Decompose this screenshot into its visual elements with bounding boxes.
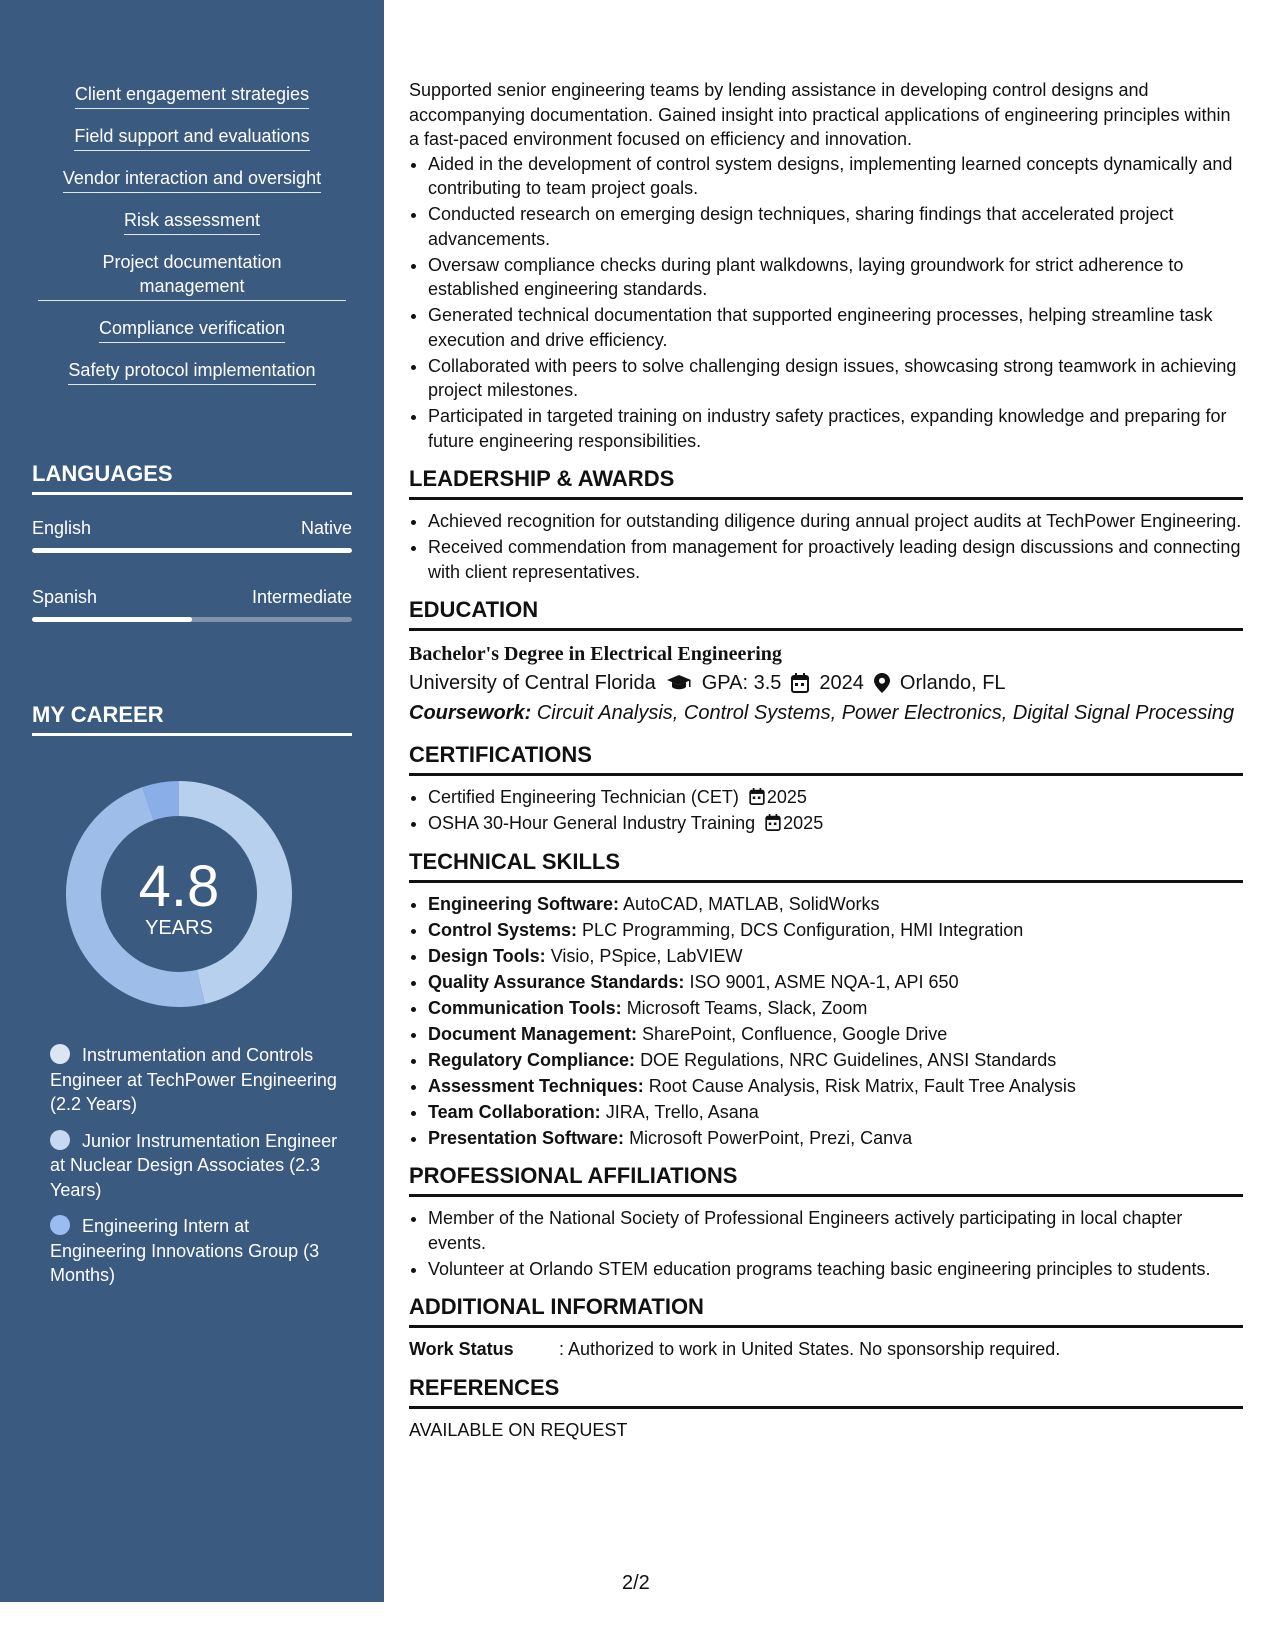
affiliation-item: • Member of the National Society of Professional Engineers actively participating in local chapter events. xyxy=(428,1206,1243,1255)
skill-item: Safety protocol implementation xyxy=(38,358,346,385)
leadership-list xyxy=(409,509,1243,584)
location-pin-icon xyxy=(874,673,890,693)
experience-bullet: • Participated in targeted training on industry safety practices, expanding knowledge and preparing for future engineering responsibilities. xyxy=(428,404,1243,453)
work-status xyxy=(409,1337,1243,1362)
graduation-cap-icon xyxy=(666,674,692,692)
calendar-icon xyxy=(765,814,781,831)
technical-skill-item: • Communication Tools: Microsoft Teams, Slack, Zoom xyxy=(428,996,1243,1021)
technical-skills-heading: TECHNICAL SKILLS xyxy=(409,848,1243,883)
technical-skill-item: • Assessment Techniques: Root Cause Analysis, Risk Matrix, Fault Tree Analysis xyxy=(428,1074,1243,1099)
technical-skill-item: • Design Tools: Visio, PSpice, LabVIEW xyxy=(428,944,1243,969)
language-bar-fill xyxy=(32,548,352,553)
sidebar xyxy=(0,0,384,1602)
technical-skill-item: • Presentation Software: Microsoft PowerPoint, Prezi, Canva xyxy=(428,1126,1243,1151)
language-level: Native xyxy=(300,518,352,538)
skill-item: Field support and evaluations xyxy=(38,124,346,151)
skills-list xyxy=(38,82,346,400)
certifications-list xyxy=(409,785,1243,836)
gpa: GPA: 3.5 xyxy=(701,672,782,694)
leadership-item: • Achieved recognition for outstanding diligence during annual project audits at TechPower Engineering. xyxy=(428,509,1243,534)
calendar-icon xyxy=(749,788,765,805)
graduation-year: 2024 xyxy=(819,672,864,694)
language-spanish xyxy=(32,587,352,622)
career-dot-icon xyxy=(50,1215,70,1235)
career-total-number: 4.8 xyxy=(138,854,220,919)
career-item: Instrumentation and Controls Engineer at TechPower Engineering (2.2 Years) xyxy=(50,1045,337,1114)
language-name: English xyxy=(32,518,92,538)
language-level: Intermediate xyxy=(251,587,352,607)
career-dot-icon xyxy=(50,1044,70,1064)
coursework: Coursework: Circuit Analysis, Control Systems, Power Electronics, Digital Signal Processing xyxy=(409,702,1235,724)
language-bar xyxy=(32,548,352,553)
references-value: AVAILABLE ON REQUEST xyxy=(409,1419,628,1440)
leadership-item: • Received commendation from management for proactively leading design discussions and connecting with client representatives. xyxy=(428,535,1243,584)
certification-item: • OSHA 30-Hour General Industry Training 2025 xyxy=(428,811,1243,836)
leadership-heading: LEADERSHIP & AWARDS xyxy=(409,465,1243,500)
career-dot-icon xyxy=(50,1130,70,1150)
work-status-value: : Authorized to work in United States. No sponsorship required. xyxy=(559,1339,1061,1359)
technical-skill-item: • Regulatory Compliance: DOE Regulations, NRC Guidelines, ANSI Standards xyxy=(428,1048,1243,1073)
experience-bullet: • Aided in the development of control system designs, implementing learned concepts dynamically and contributing to team project goals. xyxy=(428,152,1243,201)
career-total-unit: YEARS xyxy=(145,917,213,939)
skill-item: Client engagement strategies xyxy=(38,82,346,109)
work-status-label: Work Status xyxy=(409,1339,514,1359)
language-name: Spanish xyxy=(32,587,98,607)
main-content xyxy=(409,78,1243,1442)
education-details xyxy=(409,668,1243,698)
experience-bullet: • Oversaw compliance checks during plant walkdowns, laying groundwork for strict adherence to established engineering standards. xyxy=(428,253,1243,302)
references-heading: REFERENCES xyxy=(409,1374,1243,1409)
skill-item: Project documentation management xyxy=(38,250,346,301)
degree-title: Bachelor's Degree in Electrical Engineering xyxy=(409,643,782,665)
experience-bullet: • Generated technical documentation that supported engineering processes, helping streamline task execution and drive efficiency. xyxy=(428,303,1243,352)
language-bar-fill xyxy=(32,617,192,622)
school-name: University of Central Florida xyxy=(409,672,656,694)
technical-skill-item: • Engineering Software: AutoCAD, MATLAB, SolidWorks xyxy=(428,892,1243,917)
skill-item: Risk assessment xyxy=(38,208,346,235)
experience-bullet: • Collaborated with peers to solve challenging design issues, showcasing strong teamwork in achieving project milestones. xyxy=(428,354,1243,403)
affiliation-item: • Volunteer at Orlando STEM education programs teaching basic engineering principles to students. xyxy=(428,1257,1243,1282)
language-bar xyxy=(32,617,352,622)
experience-summary: Supported senior engineering teams by lending assistance in developing control designs and accompanying documentation. Gained insight into practical applications of engineering principles within a fast-paced environment focused on efficiency and innovation. xyxy=(409,80,1231,149)
skill-item: Vendor interaction and oversight xyxy=(38,166,346,193)
affiliations-list xyxy=(409,1206,1243,1281)
career-list xyxy=(50,1043,340,1300)
career-item: Engineering Intern at Engineering Innovations Group (3 Months) xyxy=(50,1216,320,1285)
page-number: 2/2 xyxy=(622,1572,650,1594)
certification-item: • Certified Engineering Technician (CET) 2025 xyxy=(428,785,1243,810)
calendar-icon xyxy=(791,673,809,693)
skill-item: Compliance verification xyxy=(38,316,346,343)
languages-heading: LANGUAGES xyxy=(32,461,352,495)
technical-skill-item: • Team Collaboration: JIRA, Trello, Asana xyxy=(428,1100,1243,1125)
technical-skill-item: • Control Systems: PLC Programming, DCS Configuration, HMI Integration xyxy=(428,918,1243,943)
language-english xyxy=(32,518,352,553)
school-location: Orlando, FL xyxy=(899,672,1006,694)
career-heading: MY CAREER xyxy=(32,702,352,736)
education-heading: EDUCATION xyxy=(409,596,1243,631)
additional-info-heading: ADDITIONAL INFORMATION xyxy=(409,1293,1243,1328)
experience-bullet: • Conducted research on emerging design techniques, sharing findings that accelerated project advancements. xyxy=(428,202,1243,251)
certifications-heading: CERTIFICATIONS xyxy=(409,741,1243,776)
affiliations-heading: PROFESSIONAL AFFILIATIONS xyxy=(409,1162,1243,1197)
experience-bullets xyxy=(409,152,1243,454)
technical-skills-list xyxy=(409,892,1243,1151)
technical-skill-item: • Document Management: SharePoint, Confluence, Google Drive xyxy=(428,1022,1243,1047)
career-item: Junior Instrumentation Engineer at Nuclear Design Associates (2.3 Years) xyxy=(50,1130,338,1200)
career-total xyxy=(66,781,292,1007)
technical-skill-item: • Quality Assurance Standards: ISO 9001, ASME NQA-1, API 650 xyxy=(428,970,1243,995)
